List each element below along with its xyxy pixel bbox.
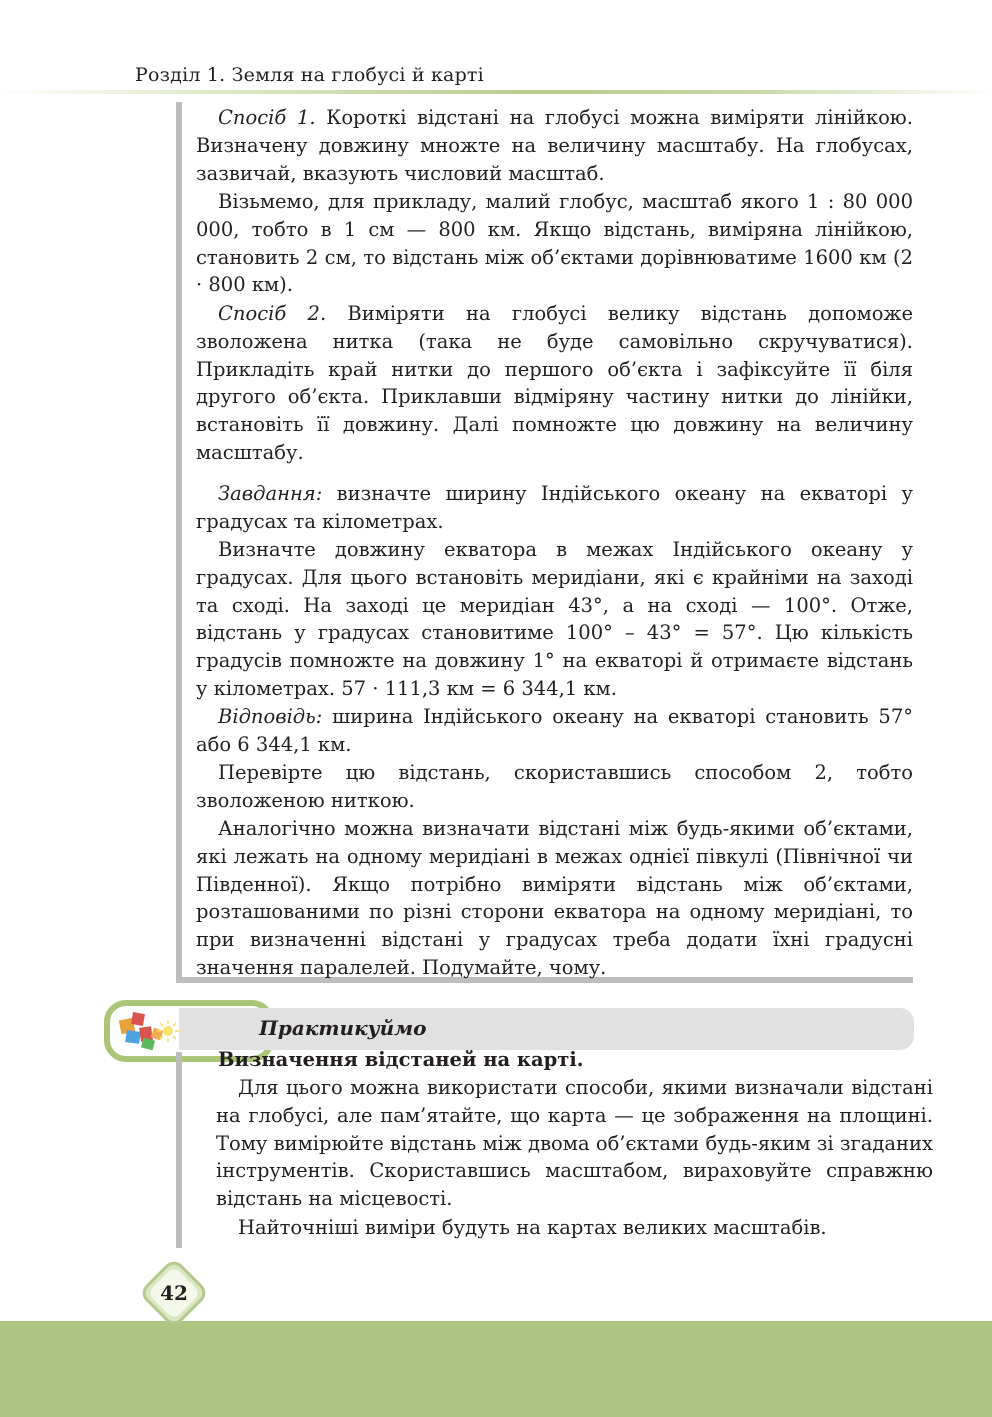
task-label: Завдання: bbox=[218, 482, 323, 505]
method-section bbox=[176, 102, 913, 983]
analogy-text: Аналогічно можна визначати відстані між будь-якими об’єктами, які лежать на одному меридіані в межах однієї півкулі (Північної чи Південної). Якщо потрібно виміряти відстань між об’єктами, розташованими по різні сторони екватора на одному меридіані, то при визначенні відстані у градусах треба додати їхні градусні значення паралелей. Подумайте, чому. bbox=[196, 817, 913, 979]
solution-text: Визначте довжину екватора в межах Індійського океану у градусах. Для цього встановіть меридіани, які є крайніми на заході та сході. На заході це меридіан 43°, а на сході — 100°. Отже, відстань у градусах становитиме 100° – 43° = 57°. Цю кількість градусів помножте на довжину 1° на екваторі й отримаєте відстань у кілометрах. 57 · 111,3 км = 6 344,1 км. bbox=[196, 538, 913, 700]
page-number: 42 bbox=[160, 1281, 188, 1305]
practice-heading-line bbox=[218, 1046, 913, 1074]
practice-left-border bbox=[176, 1052, 182, 1248]
practice-text-2: Найточніші виміри будуть на картах великих масштабів. bbox=[238, 1216, 827, 1239]
answer-text: ширина Індійського океану на екваторі становить 57° або 6 344,1 км. bbox=[196, 705, 913, 756]
page-number-badge bbox=[138, 1257, 210, 1329]
section-left-border bbox=[176, 102, 182, 983]
practice-text-1: Для цього можна використати способи, якими визначали відстані на глобусі, але пам’ятайте, що карта — це зображення на площині. Тому вимірюйте відстань між двома об’єктами будь-яким зі згаданих інструментів. Скориставшись масштабом, вираховуйте справжню відстань на місцевості. bbox=[216, 1076, 933, 1211]
method2-label: Спосіб 2. bbox=[218, 302, 327, 325]
answer-paragraph bbox=[196, 703, 913, 759]
task-text: визначте ширину Індійського океану на екваторі у градусах та кілометрах. bbox=[196, 482, 913, 533]
method1-text: Короткі відстані на глобусі можна виміряти лінійкою. Визначену довжину множте на величину масштабу. На глобусах, зазвичай, вказують числовий масштаб. bbox=[196, 106, 913, 185]
practice-title: Практикуймо bbox=[259, 1016, 427, 1040]
practice-heading: Визначення відстаней на карті. bbox=[218, 1048, 584, 1071]
chapter-header: Розділ 1. Земля на глобусі й карті bbox=[135, 64, 484, 86]
puzzle-icon bbox=[112, 1005, 186, 1057]
practice-paragraph-2 bbox=[216, 1214, 933, 1242]
practice-paragraph-1 bbox=[216, 1074, 933, 1213]
header-divider bbox=[0, 90, 992, 94]
task-paragraph bbox=[196, 480, 913, 536]
footer-band bbox=[0, 1321, 992, 1417]
method2-paragraph bbox=[196, 300, 913, 467]
example-text: Візьмемо, для прикладу, малий глобус, масштаб якого 1 : 80 000 000, тобто в 1 см — 800 км. Якщо відстань, виміряна лінійкою, становить 2 см, то відстань між об’єктами дорівнюватиме 1600 км (2 · 800 км). bbox=[196, 190, 913, 297]
check-paragraph bbox=[196, 759, 913, 815]
example-paragraph bbox=[196, 188, 913, 299]
method2-text: Виміряти на глобусі велику відстань допоможе зволожена нитка (така не буде самовільно скручуватися). Прикладіть край нитки до першого об’єкта і зафіксуйте її біля другого об’єкта. Приклавши відміряну частину нитки до лінійки, встановіть її довжину. Далі помножте цю довжину на величину масштабу. bbox=[196, 302, 913, 464]
answer-label: Відповідь: bbox=[218, 705, 323, 728]
analogy-paragraph bbox=[196, 815, 913, 982]
check-text: Перевірте цю відстань, скориставшись способом 2, тобто зволоженою ниткою. bbox=[196, 761, 913, 812]
method1-paragraph bbox=[196, 104, 913, 187]
method1-label: Спосіб 1. bbox=[218, 106, 316, 129]
solution-paragraph bbox=[196, 536, 913, 703]
